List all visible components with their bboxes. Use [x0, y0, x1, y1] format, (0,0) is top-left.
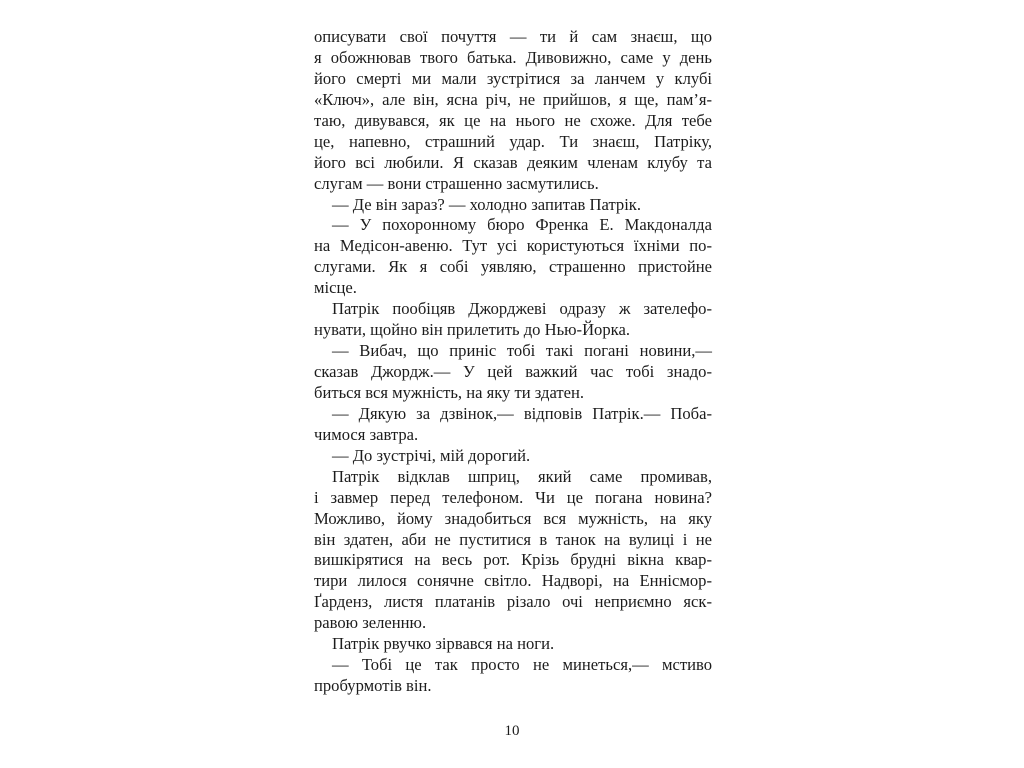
text-line: Можливо, йому знадобиться вся мужність, на яку: [314, 508, 712, 528]
text-line: — Тобі це так просто не минеться,— мстиво: [332, 655, 712, 675]
text-line: биться вся мужність, на яку ти здатен.: [314, 382, 585, 402]
page-number: 10: [504, 723, 520, 739]
text-line: нувати, щойно він прилетить до Нью-Йорка.: [314, 320, 630, 340]
text-line: — Де він зараз? — холодно запитав Патрік.: [332, 194, 642, 214]
text-line: його всі любили. Я сказав деяким членам клубу та: [314, 152, 712, 172]
text-line: Ґарденз, листя платанів різало очі неприємно яск-: [314, 592, 712, 612]
text-line: тири лилося сонячне світло. Надворі, на Еннісмор-: [314, 571, 712, 591]
text-line: на Медісон-авеню. Тут усі користуються їхніми по-: [314, 236, 712, 256]
text-line: «Ключ», але він, ясна річ, не прийшов, я ще, пам’я-: [314, 89, 712, 109]
text-line: таю, дивувався, як це на нього не схоже. Для тебе: [314, 110, 712, 130]
text-line: — Вибач, що приніс тобі такі погані новини,—: [332, 341, 712, 361]
text-line: — Дякую за дзвінок,— відповів Патрік.— Поба-: [332, 403, 712, 423]
text-line: — У похоронному бюро Френка Е. Макдоналда: [332, 215, 712, 235]
text-line: і завмер перед телефоном. Чи це погана новина?: [314, 487, 712, 507]
text-line: Патрік рвучко зірвався на ноги.: [332, 634, 555, 654]
text-line: чимося завтра.: [314, 424, 419, 444]
text-line: він здатен, аби не пуститися в танок на вулиці і не: [314, 529, 712, 549]
text-line: місце.: [314, 278, 357, 298]
text-line: вишкірятися на весь рот. Крізь брудні вікна квар-: [314, 550, 712, 570]
body-text: [314, 27, 712, 697]
text-line: сказав Джордж.— У цей важкий час тобі знадо-: [314, 362, 712, 381]
text-line: пробурмотів він.: [314, 676, 432, 696]
text-line: його смерті ми мали зустрітися за ланчем у клубі: [314, 68, 712, 88]
text-line: описувати свої почуття — ти й сам знаєш, що: [314, 27, 712, 46]
text-line: слугам — вони страшенно засмутились.: [314, 173, 599, 193]
text-line: це, напевно, страшний удар. Ти знаєш, Патріку,: [314, 131, 712, 151]
text-line: равою зеленню.: [314, 613, 427, 633]
text-line: Патрік пообіцяв Джорджеві одразу ж зателефо-: [332, 299, 712, 319]
text-line: Патрік відклав шприц, який саме промивав,: [332, 466, 712, 486]
text-line: я обожнював твого батька. Дивовижно, саме у день: [314, 47, 712, 67]
text-line: слугами. Як я собі уявляю, страшенно пристойне: [314, 257, 712, 277]
text-line: — До зустрічі, мій дорогий.: [332, 445, 531, 465]
